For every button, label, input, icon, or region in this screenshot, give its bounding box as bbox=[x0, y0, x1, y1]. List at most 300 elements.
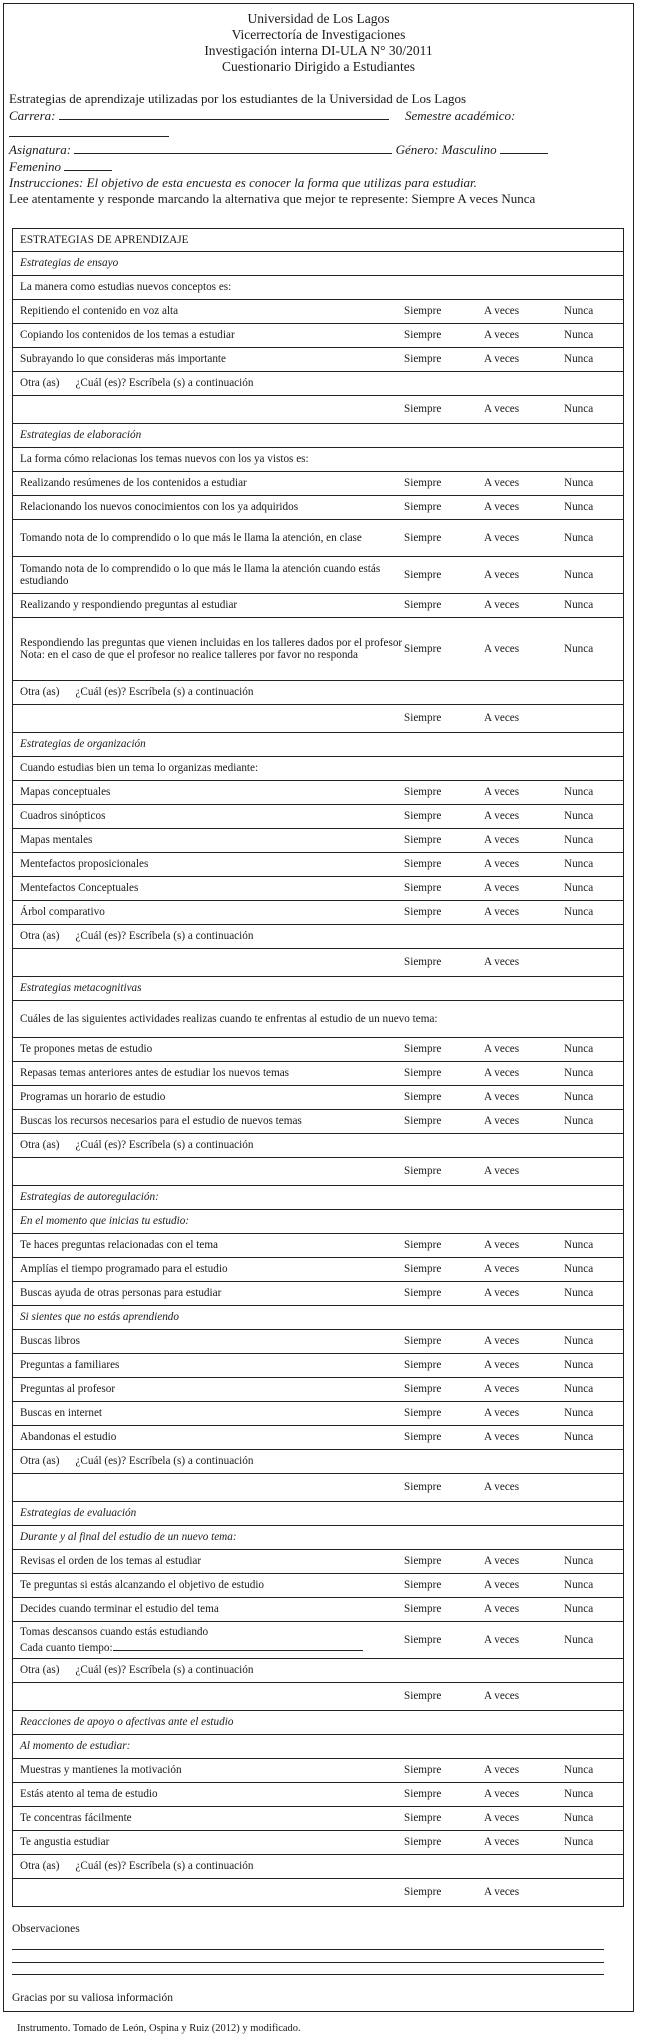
option-siempre[interactable]: Siempre bbox=[404, 1426, 484, 1450]
masculino-field[interactable] bbox=[500, 141, 548, 154]
option-siempre[interactable]: Siempre bbox=[404, 805, 484, 829]
table-row bbox=[13, 1234, 624, 1258]
item-label: Te haces preguntas relacionadas con el tema bbox=[13, 1234, 405, 1258]
item-label: Buscas los recursos necesarios para el estudio de nuevos temas bbox=[13, 1110, 405, 1134]
item-text: Respondiendo las preguntas que vienen incluidas en los talleres dados por el profesor bbox=[20, 636, 403, 649]
option-nunca[interactable]: Nunca bbox=[564, 1086, 624, 1110]
option-a-veces[interactable]: A veces bbox=[484, 1759, 564, 1783]
option-a-veces[interactable]: A veces bbox=[484, 1831, 564, 1855]
option-siempre[interactable]: Siempre bbox=[404, 1354, 484, 1378]
table-row bbox=[13, 276, 624, 300]
option-nunca[interactable]: Nunca bbox=[564, 1807, 624, 1831]
item-label: Revisas el orden de los temas al estudiar bbox=[13, 1550, 405, 1574]
table-row bbox=[13, 705, 624, 733]
option-nunca[interactable]: Nunca bbox=[564, 300, 624, 324]
option-nunca[interactable]: Nunca bbox=[564, 472, 624, 496]
table-row bbox=[13, 1855, 624, 1879]
item-label: Te angustia estudiar bbox=[13, 1831, 405, 1855]
table-row bbox=[13, 1282, 624, 1306]
option-a-veces[interactable]: A veces bbox=[484, 901, 564, 925]
option-nunca[interactable]: Nunca bbox=[564, 1759, 624, 1783]
break-frequency-label: Cada cuanto tiempo: bbox=[20, 1641, 113, 1654]
asignatura-label: Asignatura: bbox=[9, 142, 72, 157]
option-a-veces[interactable]: A veces bbox=[484, 1354, 564, 1378]
which-label: ¿Cuál (es)? Escríbela (s) a continuación bbox=[75, 1860, 254, 1873]
other-label: Otra (as) bbox=[20, 686, 60, 699]
item-label bbox=[13, 618, 405, 681]
table-row bbox=[13, 1426, 624, 1450]
other-prompt bbox=[13, 925, 624, 949]
option-siempre[interactable]: Siempre bbox=[404, 901, 484, 925]
item-label: Buscas libros bbox=[13, 1330, 405, 1354]
item-label: Te concentras fácilmente bbox=[13, 1807, 405, 1831]
option-a-veces[interactable]: A veces bbox=[484, 1474, 564, 1502]
option-siempre[interactable]: Siempre bbox=[404, 1402, 484, 1426]
option-a-veces[interactable]: A veces bbox=[484, 805, 564, 829]
section-prompt: La manera como estudias nuevos conceptos es: bbox=[13, 276, 624, 300]
option-siempre[interactable]: Siempre bbox=[404, 618, 484, 681]
option-a-veces[interactable]: A veces bbox=[484, 781, 564, 805]
option-a-veces[interactable]: A veces bbox=[484, 1258, 564, 1282]
option-nunca[interactable]: Nunca bbox=[564, 1282, 624, 1306]
other-prompt bbox=[13, 1450, 624, 1474]
option-a-veces[interactable]: A veces bbox=[484, 1378, 564, 1402]
option-a-veces[interactable]: A veces bbox=[484, 396, 564, 424]
option-a-veces[interactable]: A veces bbox=[484, 1879, 564, 1907]
other-answer-field[interactable] bbox=[13, 396, 405, 424]
option-a-veces[interactable]: A veces bbox=[484, 1783, 564, 1807]
option-a-veces[interactable]: A veces bbox=[484, 472, 564, 496]
item-label: Cuadros sinópticos bbox=[13, 805, 405, 829]
which-label: ¿Cuál (es)? Escríbela (s) a continuación bbox=[75, 1664, 254, 1677]
table-row bbox=[13, 1711, 624, 1735]
other-prompt bbox=[13, 1855, 624, 1879]
section-title-evaluacion: Estrategias de evaluación bbox=[13, 1502, 624, 1526]
option-nunca[interactable]: Nunca bbox=[564, 1110, 624, 1134]
option-siempre[interactable]: Siempre bbox=[404, 1234, 484, 1258]
option-nunca-legend: Nunca bbox=[501, 191, 536, 206]
option-siempre[interactable]: Siempre bbox=[404, 557, 484, 594]
section-title-autorregulacion: Estrategias de autoregulación: bbox=[13, 1186, 624, 1210]
observation-line[interactable] bbox=[12, 1949, 604, 1950]
carrera-label: Carrera: bbox=[9, 108, 56, 123]
table-row bbox=[13, 1378, 624, 1402]
table-row bbox=[13, 1598, 624, 1622]
option-siempre[interactable]: Siempre bbox=[404, 594, 484, 618]
option-siempre[interactable]: Siempre bbox=[404, 1550, 484, 1574]
empty-cell bbox=[564, 949, 624, 977]
option-nunca[interactable]: Nunca bbox=[564, 1378, 624, 1402]
option-siempre[interactable]: Siempre bbox=[404, 300, 484, 324]
table-row bbox=[13, 1574, 624, 1598]
table-row bbox=[13, 1683, 624, 1711]
section-prompt: Cuando estudias bien un tema lo organizas mediante: bbox=[13, 757, 624, 781]
option-siempre-legend: Siempre bbox=[411, 191, 455, 206]
option-siempre[interactable]: Siempre bbox=[404, 496, 484, 520]
table-row bbox=[13, 781, 624, 805]
survey-title: Estrategias de aprendizaje utilizadas por los estudiantes de la Universidad de Los Lagos bbox=[9, 91, 467, 106]
option-a-veces[interactable]: A veces bbox=[484, 1234, 564, 1258]
option-nunca[interactable]: Nunca bbox=[564, 324, 624, 348]
option-nunca[interactable]: Nunca bbox=[564, 1426, 624, 1450]
instructions: Instrucciones: El objetivo de esta encuesta es conocer la forma que utilizas para estudiar. bbox=[9, 175, 477, 190]
option-siempre[interactable]: Siempre bbox=[404, 348, 484, 372]
item-text: Tomas descansos cuando estás estudiando bbox=[20, 1626, 209, 1638]
carrera-field[interactable] bbox=[59, 107, 389, 120]
option-siempre[interactable]: Siempre bbox=[404, 324, 484, 348]
option-a-veces[interactable]: A veces bbox=[484, 1807, 564, 1831]
table-row bbox=[13, 1622, 624, 1659]
table-row bbox=[13, 252, 624, 276]
other-answer-field[interactable] bbox=[13, 1879, 405, 1907]
option-a-veces[interactable]: A veces bbox=[484, 324, 564, 348]
table-row bbox=[13, 520, 624, 557]
table-row bbox=[13, 1450, 624, 1474]
option-nunca[interactable]: Nunca bbox=[564, 594, 624, 618]
femenino-label: Femenino bbox=[9, 159, 61, 174]
section-prompt: La forma cómo relacionas los temas nuevos con los ya vistos es: bbox=[13, 448, 624, 472]
research-id: Investigación interna DI-ULA N° 30/2011 bbox=[204, 43, 433, 58]
option-a-veces[interactable]: A veces bbox=[484, 1598, 564, 1622]
table-row bbox=[13, 372, 624, 396]
option-siempre[interactable]: Siempre bbox=[404, 705, 484, 733]
item-label: Abandonas el estudio bbox=[13, 1426, 405, 1450]
table-row bbox=[13, 1134, 624, 1158]
option-nunca[interactable]: Nunca bbox=[564, 1234, 624, 1258]
other-prompt bbox=[13, 372, 624, 396]
empty-cell bbox=[564, 1683, 624, 1711]
option-nunca[interactable]: Nunca bbox=[564, 781, 624, 805]
item-label: Subrayando lo que consideras más importante bbox=[13, 348, 405, 372]
option-nunca[interactable]: Nunca bbox=[564, 805, 624, 829]
item-note: Nota: en el caso de que el profesor no realice talleres por favor no responda bbox=[20, 649, 358, 661]
table-heading: ESTRATEGIAS DE APRENDIZAJE bbox=[13, 229, 624, 252]
other-label: Otra (as) bbox=[20, 1860, 60, 1873]
option-nunca[interactable]: Nunca bbox=[564, 348, 624, 372]
option-siempre[interactable]: Siempre bbox=[404, 1683, 484, 1711]
table-row bbox=[13, 829, 624, 853]
strategies-table bbox=[12, 228, 624, 1907]
option-nunca[interactable]: Nunca bbox=[564, 520, 624, 557]
item-label: Muestras y mantienes la motivación bbox=[13, 1759, 405, 1783]
other-label: Otra (as) bbox=[20, 1664, 60, 1677]
item-label: Repasas temas anteriores antes de estudiar los nuevos temas bbox=[13, 1062, 405, 1086]
break-frequency-field[interactable] bbox=[113, 1639, 363, 1651]
table-row bbox=[13, 1831, 624, 1855]
observation-line[interactable] bbox=[12, 1962, 604, 1963]
empty-cell bbox=[564, 1474, 624, 1502]
table-row bbox=[13, 1783, 624, 1807]
section-title-metacognitivas: Estrategias metacognitivas bbox=[13, 977, 624, 1001]
item-label: Preguntas al profesor bbox=[13, 1378, 405, 1402]
option-a-veces[interactable]: A veces bbox=[484, 829, 564, 853]
which-label: ¿Cuál (es)? Escríbela (s) a continuación bbox=[75, 686, 254, 699]
section-title-elaboracion: Estrategias de elaboración bbox=[13, 424, 624, 448]
other-answer-field[interactable] bbox=[13, 1158, 405, 1186]
table-row bbox=[13, 472, 624, 496]
option-nunca[interactable]: Nunca bbox=[564, 1038, 624, 1062]
femenino-field[interactable] bbox=[64, 158, 112, 171]
other-prompt bbox=[13, 1659, 624, 1683]
section-title-organizacion: Estrategias de organización bbox=[13, 733, 624, 757]
table-row bbox=[13, 594, 624, 618]
table-row bbox=[13, 805, 624, 829]
option-a-veces[interactable]: A veces bbox=[484, 877, 564, 901]
other-label: Otra (as) bbox=[20, 930, 60, 943]
item-label: Preguntas a familiares bbox=[13, 1354, 405, 1378]
option-a-veces[interactable]: A veces bbox=[484, 496, 564, 520]
option-a-veces[interactable]: A veces bbox=[484, 1622, 564, 1659]
subsection-title: Si sientes que no estás aprendiendo bbox=[13, 1306, 624, 1330]
empty-cell bbox=[564, 1158, 624, 1186]
option-a-veces[interactable]: A veces bbox=[484, 1110, 564, 1134]
item-label: Mentefactos proposicionales bbox=[13, 853, 405, 877]
table-row bbox=[13, 1354, 624, 1378]
option-siempre[interactable]: Siempre bbox=[404, 877, 484, 901]
table-row bbox=[13, 977, 624, 1001]
empty-cell bbox=[564, 705, 624, 733]
table-row bbox=[13, 1158, 624, 1186]
other-answer-field[interactable] bbox=[13, 705, 405, 733]
option-a-veces[interactable]: A veces bbox=[484, 1426, 564, 1450]
option-a-veces[interactable]: A veces bbox=[484, 1402, 564, 1426]
option-siempre[interactable]: Siempre bbox=[404, 1574, 484, 1598]
option-nunca[interactable]: Nunca bbox=[564, 1783, 624, 1807]
table-row bbox=[13, 396, 624, 424]
item-label: Realizando resúmenes de los contenidos a estudiar bbox=[13, 472, 405, 496]
read-instructions: Lee atentamente y responde marcando la alternativa que mejor te represente: bbox=[9, 191, 409, 206]
option-nunca[interactable]: Nunca bbox=[564, 1402, 624, 1426]
option-siempre[interactable]: Siempre bbox=[404, 1807, 484, 1831]
break-frequency bbox=[20, 1639, 404, 1655]
option-nunca[interactable]: Nunca bbox=[564, 901, 624, 925]
option-siempre[interactable]: Siempre bbox=[404, 1378, 484, 1402]
table-row bbox=[13, 496, 624, 520]
item-label: Repitiendo el contenido en voz alta bbox=[13, 300, 405, 324]
option-a-veces[interactable]: A veces bbox=[484, 1062, 564, 1086]
item-label: Árbol comparativo bbox=[13, 901, 405, 925]
option-a-veces[interactable]: A veces bbox=[484, 1330, 564, 1354]
option-siempre[interactable]: Siempre bbox=[404, 520, 484, 557]
table-row bbox=[13, 1086, 624, 1110]
option-siempre[interactable]: Siempre bbox=[404, 829, 484, 853]
other-prompt bbox=[13, 1134, 624, 1158]
table-row bbox=[13, 853, 624, 877]
item-label: Tomando nota de lo comprendido o lo que más le llama la atención cuando estás estudiando bbox=[13, 557, 405, 594]
item-label: Relacionando los nuevos conocimientos con los ya adquiridos bbox=[13, 496, 405, 520]
table-row bbox=[13, 424, 624, 448]
option-siempre[interactable]: Siempre bbox=[404, 1759, 484, 1783]
option-siempre[interactable]: Siempre bbox=[404, 949, 484, 977]
intro-section bbox=[9, 91, 624, 207]
table-row bbox=[13, 681, 624, 705]
option-nunca[interactable]: Nunca bbox=[564, 853, 624, 877]
option-nunca[interactable]: Nunca bbox=[564, 1354, 624, 1378]
option-nunca[interactable]: Nunca bbox=[564, 557, 624, 594]
item-label: Te propones metas de estudio bbox=[13, 1038, 405, 1062]
section-title-afectivas: Reacciones de apoyo o afectivas ante el estudio bbox=[13, 1711, 624, 1735]
option-nunca[interactable]: Nunca bbox=[564, 1598, 624, 1622]
table-row bbox=[13, 757, 624, 781]
table-row bbox=[13, 229, 624, 252]
table-row bbox=[13, 1306, 624, 1330]
table-row bbox=[13, 877, 624, 901]
table-row bbox=[13, 1110, 624, 1134]
table-row bbox=[13, 1759, 624, 1783]
option-a-veces[interactable]: A veces bbox=[484, 1282, 564, 1306]
option-siempre[interactable]: Siempre bbox=[404, 1598, 484, 1622]
option-a-veces[interactable]: A veces bbox=[484, 1574, 564, 1598]
university-name: Universidad de Los Lagos bbox=[247, 11, 390, 26]
option-siempre[interactable]: Siempre bbox=[404, 1158, 484, 1186]
item-label: Amplías el tiempo programado para el estudio bbox=[13, 1258, 405, 1282]
item-label: Mentefactos Conceptuales bbox=[13, 877, 405, 901]
item-label: Copiando los contenidos de los temas a estudiar bbox=[13, 324, 405, 348]
semestre-label: Semestre académico: bbox=[404, 108, 516, 123]
option-a-veces[interactable]: A veces bbox=[484, 520, 564, 557]
empty-cell bbox=[564, 1879, 624, 1907]
table-row bbox=[13, 618, 624, 681]
option-a-veces[interactable]: A veces bbox=[484, 949, 564, 977]
option-nunca[interactable]: Nunca bbox=[564, 496, 624, 520]
table-row bbox=[13, 1807, 624, 1831]
option-siempre[interactable]: Siempre bbox=[404, 853, 484, 877]
item-label: Realizando y respondiendo preguntas al estudiar bbox=[13, 594, 405, 618]
option-a-veces[interactable]: A veces bbox=[484, 1550, 564, 1574]
option-nunca[interactable]: Nunca bbox=[564, 1622, 624, 1659]
source-note: Instrumento. Tomado de León, Ospina y Ruiz (2012) y modificado. bbox=[17, 2023, 301, 2034]
table-row bbox=[13, 1474, 624, 1502]
option-a-veces[interactable]: A veces bbox=[484, 705, 564, 733]
item-label: Decides cuando terminar el estudio del tema bbox=[13, 1598, 405, 1622]
table-row bbox=[13, 1735, 624, 1759]
option-siempre[interactable]: Siempre bbox=[404, 1330, 484, 1354]
item-label: Buscas en internet bbox=[13, 1402, 405, 1426]
option-siempre[interactable]: Siempre bbox=[404, 1783, 484, 1807]
option-a-veces[interactable]: A veces bbox=[484, 1086, 564, 1110]
option-a-veces[interactable]: A veces bbox=[484, 853, 564, 877]
table-row bbox=[13, 1502, 624, 1526]
item-label: Te preguntas si estás alcanzando el objetivo de estudio bbox=[13, 1574, 405, 1598]
other-answer-field[interactable] bbox=[13, 949, 405, 977]
table-row bbox=[13, 1038, 624, 1062]
section-title-ensayo: Estrategias de ensayo bbox=[13, 252, 624, 276]
subsection-title: En el momento que inicias tu estudio: bbox=[13, 1210, 624, 1234]
genero-label: Género: bbox=[395, 142, 439, 157]
option-siempre[interactable]: Siempre bbox=[404, 1086, 484, 1110]
option-nunca[interactable]: Nunca bbox=[564, 829, 624, 853]
other-label: Otra (as) bbox=[20, 377, 60, 390]
option-nunca[interactable]: Nunca bbox=[564, 396, 624, 424]
option-siempre[interactable]: Siempre bbox=[404, 1258, 484, 1282]
option-siempre[interactable]: Siempre bbox=[404, 1062, 484, 1086]
subsection-title: Al momento de estudiar: bbox=[13, 1735, 624, 1759]
table-row bbox=[13, 448, 624, 472]
table-row bbox=[13, 925, 624, 949]
option-nunca[interactable]: Nunca bbox=[564, 1258, 624, 1282]
option-siempre[interactable]: Siempre bbox=[404, 1282, 484, 1306]
masculino-label: Masculino bbox=[441, 142, 497, 157]
option-siempre[interactable]: Siempre bbox=[404, 396, 484, 424]
option-siempre[interactable]: Siempre bbox=[404, 781, 484, 805]
item-label: Tomando nota de lo comprendido o lo que más le llama la atención, en clase bbox=[13, 520, 405, 557]
other-prompt bbox=[13, 681, 624, 705]
table-row bbox=[13, 1659, 624, 1683]
table-row bbox=[13, 324, 624, 348]
item-label: Programas un horario de estudio bbox=[13, 1086, 405, 1110]
option-siempre[interactable]: Siempre bbox=[404, 1831, 484, 1855]
table-row bbox=[13, 1526, 624, 1550]
option-a-veces[interactable]: A veces bbox=[484, 557, 564, 594]
option-a-veces[interactable]: A veces bbox=[484, 1038, 564, 1062]
option-nunca[interactable]: Nunca bbox=[564, 618, 624, 681]
option-siempre[interactable]: Siempre bbox=[404, 1879, 484, 1907]
thanks-note: Gracias por su valiosa información bbox=[12, 1992, 173, 2004]
option-nunca[interactable]: Nunca bbox=[564, 1330, 624, 1354]
item-label: Buscas ayuda de otras personas para estudiar bbox=[13, 1282, 405, 1306]
semestre-field[interactable] bbox=[9, 124, 169, 137]
option-siempre[interactable]: Siempre bbox=[404, 1474, 484, 1502]
option-nunca[interactable]: Nunca bbox=[564, 1062, 624, 1086]
table-row bbox=[13, 949, 624, 977]
vice-rectorate: Vicerrectoría de Investigaciones bbox=[231, 27, 406, 42]
option-a-veces[interactable]: A veces bbox=[484, 1158, 564, 1186]
item-label: Mapas conceptuales bbox=[13, 781, 405, 805]
option-a-veces-legend: A veces bbox=[457, 191, 499, 206]
table-row bbox=[13, 557, 624, 594]
item-label: Mapas mentales bbox=[13, 829, 405, 853]
table-row bbox=[13, 1062, 624, 1086]
other-label: Otra (as) bbox=[20, 1139, 60, 1152]
table-row bbox=[13, 733, 624, 757]
option-a-veces[interactable]: A veces bbox=[484, 618, 564, 681]
document-header bbox=[4, 11, 633, 75]
other-label: Otra (as) bbox=[20, 1455, 60, 1468]
observation-line[interactable] bbox=[12, 1974, 604, 1975]
option-nunca[interactable]: Nunca bbox=[564, 1550, 624, 1574]
option-a-veces[interactable]: A veces bbox=[484, 1683, 564, 1711]
which-label: ¿Cuál (es)? Escríbela (s) a continuación bbox=[75, 1455, 254, 1468]
other-answer-field[interactable] bbox=[13, 1683, 405, 1711]
which-label: ¿Cuál (es)? Escríbela (s) a continuación bbox=[75, 377, 254, 390]
table-row bbox=[13, 300, 624, 324]
option-nunca[interactable]: Nunca bbox=[564, 877, 624, 901]
subsection-title: Durante y al final del estudio de un nuevo tema: bbox=[13, 1526, 624, 1550]
option-siempre[interactable]: Siempre bbox=[404, 1110, 484, 1134]
option-siempre[interactable]: Siempre bbox=[404, 1038, 484, 1062]
table-row bbox=[13, 901, 624, 925]
table-row bbox=[13, 1210, 624, 1234]
option-nunca[interactable]: Nunca bbox=[564, 1574, 624, 1598]
table-row bbox=[13, 1186, 624, 1210]
table-row bbox=[13, 1402, 624, 1426]
which-label: ¿Cuál (es)? Escríbela (s) a continuación bbox=[75, 1139, 254, 1152]
asignatura-field[interactable] bbox=[74, 141, 392, 154]
option-siempre[interactable]: Siempre bbox=[404, 1622, 484, 1659]
table-row bbox=[13, 1258, 624, 1282]
option-a-veces[interactable]: A veces bbox=[484, 594, 564, 618]
item-label: Estás atento al tema de estudio bbox=[13, 1783, 405, 1807]
table-row bbox=[13, 1879, 624, 1907]
other-answer-field[interactable] bbox=[13, 1474, 405, 1502]
option-a-veces[interactable]: A veces bbox=[484, 300, 564, 324]
option-nunca[interactable]: Nunca bbox=[564, 1831, 624, 1855]
option-siempre[interactable]: Siempre bbox=[404, 472, 484, 496]
option-a-veces[interactable]: A veces bbox=[484, 348, 564, 372]
observations-label: Observaciones bbox=[12, 1923, 80, 1935]
response-instructions bbox=[9, 191, 624, 207]
questionnaire-title: Cuestionario Dirigido a Estudiantes bbox=[221, 59, 416, 74]
